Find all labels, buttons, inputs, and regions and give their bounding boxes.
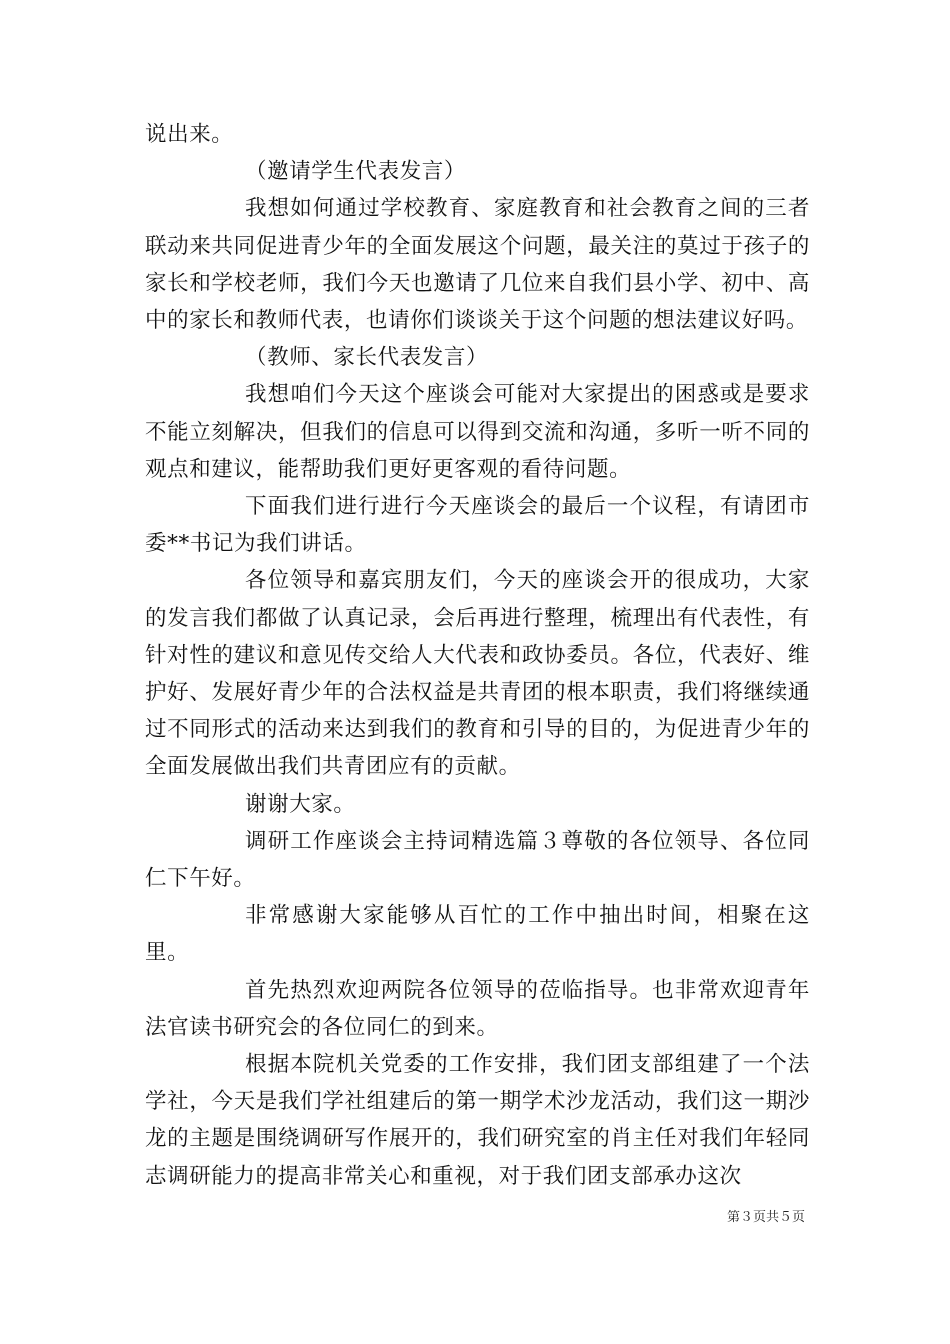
paragraph: （邀请学生代表发言）: [245, 159, 467, 185]
paragraph: 各位领导和嘉宾朋友们，今天的座谈会开的很成功，大家的发言我们都做了认真记录，会后再进行整理，梳理出有代表性，有针对性的建议和意见传交给人大代表和政协委员。各位，代表好、维护好、发展好青少年的合法权益是共青团的根本职责，我们将继续通过不同形式的活动来达到我们的教育和引导的目的，为促进青少年的全面发展做出我们共青团应有的贡献。: [145, 568, 810, 780]
document-body: [145, 116, 810, 1195]
paragraph: 我想咱们今天这个座谈会可能对大家提出的困惑或是要求不能立刻解决，但我们的信息可以得到交流和沟通，多听一听不同的观点和建议，能帮助我们更好更客观的看待问题。: [145, 382, 810, 482]
paragraph: 下面我们进行进行今天座谈会的最后一个议程，有请团市委**书记为我们讲话。: [145, 494, 810, 557]
paragraph: 说出来。: [145, 122, 234, 147]
paragraph: 调研工作座谈会主持词精选篇３尊敬的各位领导、各位同仁下午好。: [145, 828, 810, 892]
paragraph: 谢谢大家。: [245, 791, 356, 817]
paragraph: 非常感谢大家能够从百忙的工作中抽出时间，相聚在这里。: [145, 903, 810, 966]
paragraph: 我想如何通过学校教育、家庭教育和社会教育之间的三者联动来共同促进青少年的全面发展这个问题，最关注的莫过于孩子的家长和学校老师，我们今天也邀请了几位来自我们县小学、初中、高中的家长和教师代表，也请你们谈谈关于这个问题的想法建议好吗。: [145, 196, 810, 334]
paragraph: 首先热烈欢迎两院各位领导的莅临指导。也非常欢迎青年法官读书研究会的各位同仁的到来。: [145, 977, 810, 1040]
paragraph: （教师、家长代表发言）: [245, 345, 489, 371]
page-number-footer: 第３页共５页: [726, 1210, 805, 1225]
paragraph: 根据本院机关党委的工作安排，我们团支部组建了一个法学社，今天是我们学社组建后的第一期学术沙龙活动，我们这一期沙龙的主题是围绕调研写作展开的，我们研究室的肖主任对我们年轻同志调研能力的提高非常关心和重视，对于我们团支部承办这次: [145, 1052, 810, 1189]
